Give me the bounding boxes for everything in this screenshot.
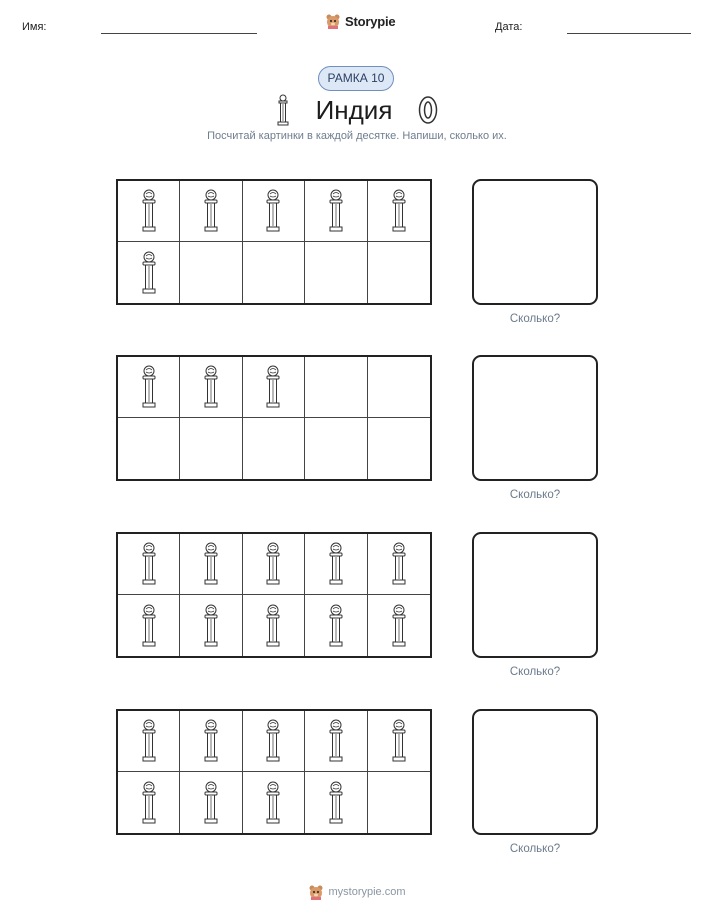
answer-label: Сколько?	[509, 843, 561, 855]
ten-frame-cell	[118, 418, 180, 479]
ashoka-pillar-icon	[140, 781, 158, 825]
ten-frame-cell	[368, 242, 430, 303]
ashoka-pillar-icon	[390, 604, 408, 648]
ashoka-pillar-icon	[327, 604, 345, 648]
ashoka-pillar-icon	[140, 251, 158, 295]
footer-site: mystorypie.com	[328, 886, 406, 898]
bear-mascot-icon	[325, 13, 341, 29]
ashoka-pillar-icon	[140, 189, 158, 233]
ten-frame-cell	[180, 711, 242, 772]
ashoka-pillar-icon	[264, 781, 282, 825]
ten-frame-cell	[305, 181, 367, 242]
ten-frame	[116, 355, 432, 481]
ten-frame-cell	[305, 242, 367, 303]
ashoka-pillar-icon	[390, 189, 408, 233]
title-row	[0, 92, 714, 128]
ten-frame-cell	[243, 418, 305, 479]
ten-frame-cell	[118, 711, 180, 772]
ten-frame-cell	[305, 595, 367, 656]
instructions: Посчитай картинки в каждой десятке. Напиши, сколько их.	[207, 130, 507, 142]
ten-frame-cell	[118, 534, 180, 595]
answer-box[interactable]	[472, 709, 598, 835]
ten-frame	[116, 179, 432, 305]
ashoka-pillar-icon	[264, 719, 282, 763]
ten-frame-cell	[305, 357, 367, 418]
ashoka-pillar-icon	[327, 719, 345, 763]
ashoka-pillar-icon	[327, 542, 345, 586]
ten-frame-cell	[180, 418, 242, 479]
ten-frame-cell	[305, 711, 367, 772]
answer-label: Сколько?	[509, 489, 561, 501]
bear-mascot-icon	[308, 884, 324, 900]
ashoka-pillar-icon	[140, 365, 158, 409]
ashoka-pillar-icon	[140, 542, 158, 586]
frame-badge: РАМКА 10	[318, 66, 394, 91]
ashoka-pillar-icon	[140, 604, 158, 648]
answer-box[interactable]	[472, 179, 598, 305]
ten-frame-cell	[368, 595, 430, 656]
ashoka-pillar-icon	[202, 189, 220, 233]
ashoka-pillar-icon	[264, 604, 282, 648]
storypie-logo	[325, 13, 395, 29]
ten-frame-cell	[180, 772, 242, 833]
name-label: Имя:	[22, 21, 47, 33]
ten-frame-cell	[305, 534, 367, 595]
ten-frame-cell	[368, 711, 430, 772]
ten-frame-cell	[118, 595, 180, 656]
ten-frame-cell	[243, 711, 305, 772]
ten-frame-cell	[243, 534, 305, 595]
answer-box[interactable]	[472, 355, 598, 481]
ten-frame-cell	[118, 242, 180, 303]
ten-frame-cell	[243, 595, 305, 656]
ten-frame-cell	[243, 242, 305, 303]
answer-box[interactable]	[472, 532, 598, 658]
ten-frame-cell	[368, 357, 430, 418]
ten-frame-cell	[368, 534, 430, 595]
ten-frame-cell	[368, 181, 430, 242]
ten-frame-cell	[243, 357, 305, 418]
ashoka-pillar-icon	[264, 365, 282, 409]
ashoka-pillar-icon	[202, 719, 220, 763]
ten-frame-cell	[180, 181, 242, 242]
ten-frame-cell	[118, 772, 180, 833]
ashoka-pillar-icon	[327, 781, 345, 825]
answer-label: Сколько?	[509, 313, 561, 325]
ashoka-pillar-icon	[390, 719, 408, 763]
name-line[interactable]	[101, 33, 257, 34]
footer	[0, 884, 714, 900]
brand-name: Storypie	[345, 13, 396, 29]
ten-frame-cell	[118, 357, 180, 418]
ashoka-pillar-icon	[264, 542, 282, 586]
date-label: Дата:	[495, 21, 523, 33]
ashoka-pillar-icon	[140, 719, 158, 763]
page-title: Индия	[315, 94, 393, 125]
ten-frame-cell	[368, 418, 430, 479]
ten-frame	[116, 532, 432, 658]
ten-frame-cell	[180, 242, 242, 303]
ten-frame	[116, 709, 432, 835]
date-line[interactable]	[567, 33, 691, 34]
ten-frame-cell	[243, 772, 305, 833]
ten-frame-cell	[305, 418, 367, 479]
ten-frame-cell	[368, 772, 430, 833]
ten-frame-cell	[180, 357, 242, 418]
zero-outline-icon	[418, 95, 438, 125]
ten-frame-cell	[305, 772, 367, 833]
ashoka-pillar-icon	[202, 542, 220, 586]
ten-frame-cell	[180, 595, 242, 656]
ashoka-pillar-icon	[327, 189, 345, 233]
answer-label: Сколько?	[509, 666, 561, 678]
pillar-icon	[276, 94, 290, 126]
ten-frame-cell	[243, 181, 305, 242]
ashoka-pillar-icon	[264, 189, 282, 233]
ashoka-pillar-icon	[202, 604, 220, 648]
ashoka-pillar-icon	[202, 781, 220, 825]
ashoka-pillar-icon	[390, 542, 408, 586]
ten-frame-cell	[118, 181, 180, 242]
ashoka-pillar-icon	[202, 365, 220, 409]
ten-frame-cell	[180, 534, 242, 595]
